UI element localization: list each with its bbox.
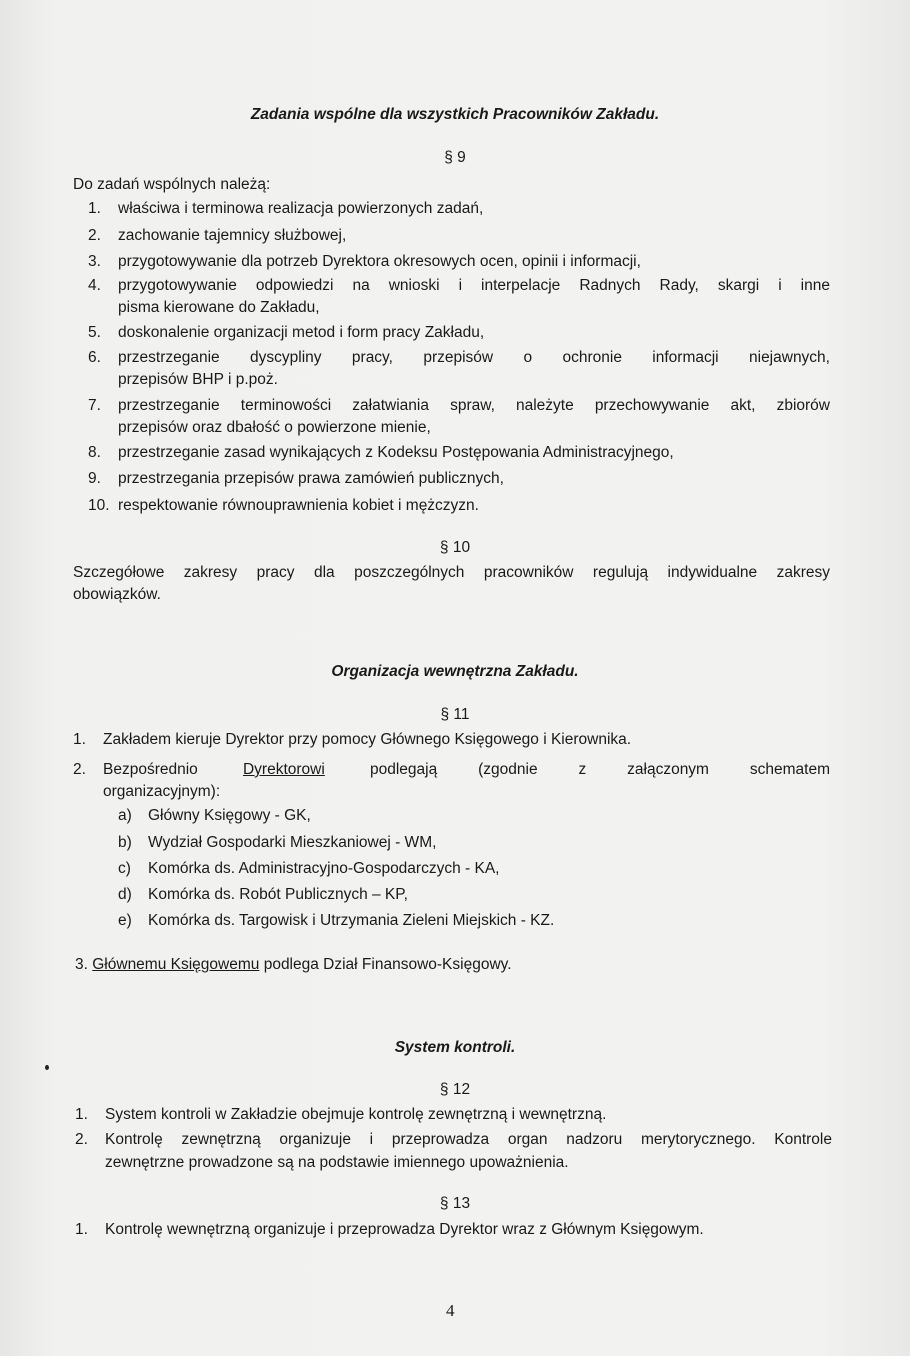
list-item-number: 1. (88, 200, 101, 217)
section-heading-control-system: System kontroli. (394, 1039, 516, 1056)
page-number: 4 (446, 1301, 455, 1320)
list-item: przestrzeganie terminowości załatwiania spraw, należyte przechowywanie akt, zbiorów (118, 397, 830, 414)
sub-item-letter: b) (118, 834, 132, 851)
list-item: Kontrolę wewnętrzną organizuje i przeprowadza Dyrektor wraz z Głównym Księgowym. (105, 1221, 704, 1238)
list-item-continuation: przepisów oraz dbałość o powierzone mienie, (118, 419, 431, 436)
list-item: przestrzeganie zasad wynikających z Kodeksu Postępowania Administracyjnego, (118, 444, 674, 461)
section-heading-common-tasks: Zadania wspólne dla wszystkich Pracowników Zakładu. (250, 106, 660, 123)
paragraph-10-text-continuation: obowiązków. (73, 586, 161, 603)
sub-item-letter: d) (118, 886, 132, 903)
list-item: przygotowywanie dla potrzeb Dyrektora okresowych ocen, opinii i informacji, (118, 253, 641, 270)
sub-item: Główny Księgowy - GK, (148, 807, 311, 824)
sub-item-letter: c) (118, 860, 131, 877)
list-item-number: 8. (88, 444, 101, 461)
list-item: System kontroli w Zakładzie obejmuje kontrolę zewnętrzną i wewnętrzną. (105, 1106, 607, 1123)
list-item-number: 2. (88, 227, 101, 244)
paragraph-number-10: § 10 (439, 539, 471, 556)
sub-item: Komórka ds. Targowisk i Utrzymania Zieleni Miejskich - KZ. (148, 912, 555, 929)
list-item-number: 1. (75, 1106, 88, 1123)
list-item-text: podlegają (zgodnie z załączonym schematem (370, 761, 830, 778)
list-item-number: 2. (73, 761, 86, 778)
list-item-text: podlega Dział Finansowo-Księgowy. (259, 956, 512, 973)
list-item-continuation: pisma kierowane do Zakładu, (118, 299, 320, 316)
sub-item-letter: e) (118, 912, 132, 929)
list-item-number: 1. (75, 1221, 88, 1238)
list-item: Zakładem kieruje Dyrektor przy pomocy Głównego Księgowego i Kierownika. (103, 731, 632, 748)
sub-item-letter: a) (118, 807, 132, 824)
list-item-continuation: zewnętrzne prowadzone są na podstawie imiennego upoważnienia. (105, 1154, 569, 1171)
list-item: respektowanie równouprawnienia kobiet i mężczyzn. (118, 497, 479, 514)
list-item-number: 7. (88, 397, 101, 414)
sub-item: Wydział Gospodarki Mieszkaniowej - WM, (148, 834, 437, 851)
list-item-text: Bezpośrednio (103, 761, 198, 778)
paragraph-10-text: Szczegółowe zakresy pracy dla poszczególnych pracowników regulują indywidualne zakresy (73, 564, 830, 581)
list-item: zachowanie tajemnicy służbowej, (118, 227, 347, 244)
list-item: właściwa i terminowa realizacja powierzonych zadań, (118, 200, 484, 217)
list-item-number: 3. (75, 956, 88, 973)
list-item (103, 761, 830, 779)
section-heading-internal-organization: Organizacja wewnętrzna Zakładu. (331, 663, 579, 680)
sub-item: Komórka ds. Robót Publicznych – KP, (148, 886, 408, 903)
paragraph-number-13: § 13 (439, 1195, 471, 1212)
list-item-number: 5. (88, 324, 101, 341)
list-item-continuation: przepisów BHP i p.poż. (118, 371, 278, 388)
list-item-number: 6. (88, 349, 101, 366)
scan-speck (45, 1065, 49, 1070)
list-item: przestrzeganie dyscypliny pracy, przepisów o ochronie informacji niejawnych, (118, 349, 830, 366)
list-item-continuation: organizacyjnym): (103, 783, 221, 800)
list-item (75, 956, 512, 974)
list-item: doskonalenie organizacji metod i form pracy Zakładu, (118, 324, 485, 341)
list-item-number: 10. (88, 497, 110, 514)
list-item: przygotowywanie odpowiedzi na wnioski i interpelacje Radnych Rady, skargi i inne (118, 277, 830, 294)
list-item: Kontrolę zewnętrzną organizuje i przeprowadza organ nadzoru merytorycznego. Kontrole (105, 1131, 832, 1148)
underlined-term-chief-accountant: Głównemu Księgowemu (92, 956, 260, 973)
list-item-number: 9. (88, 470, 101, 487)
sub-item: Komórka ds. Administracyjno-Gospodarczych - KA, (148, 860, 500, 877)
paragraph-number-9: § 9 (444, 149, 466, 166)
list-item-number: 4. (88, 277, 101, 294)
underlined-term-director: Dyrektorowi (242, 761, 325, 778)
list-item-number: 3. (88, 253, 101, 270)
list-item-number: 2. (75, 1131, 88, 1148)
list-item: przestrzegania przepisów prawa zamówień publicznych, (118, 470, 504, 487)
intro-text: Do zadań wspólnych należą: (73, 176, 271, 193)
list-item-number: 1. (73, 731, 86, 748)
paragraph-number-12: § 12 (439, 1081, 471, 1098)
paragraph-number-11: § 11 (440, 706, 470, 723)
